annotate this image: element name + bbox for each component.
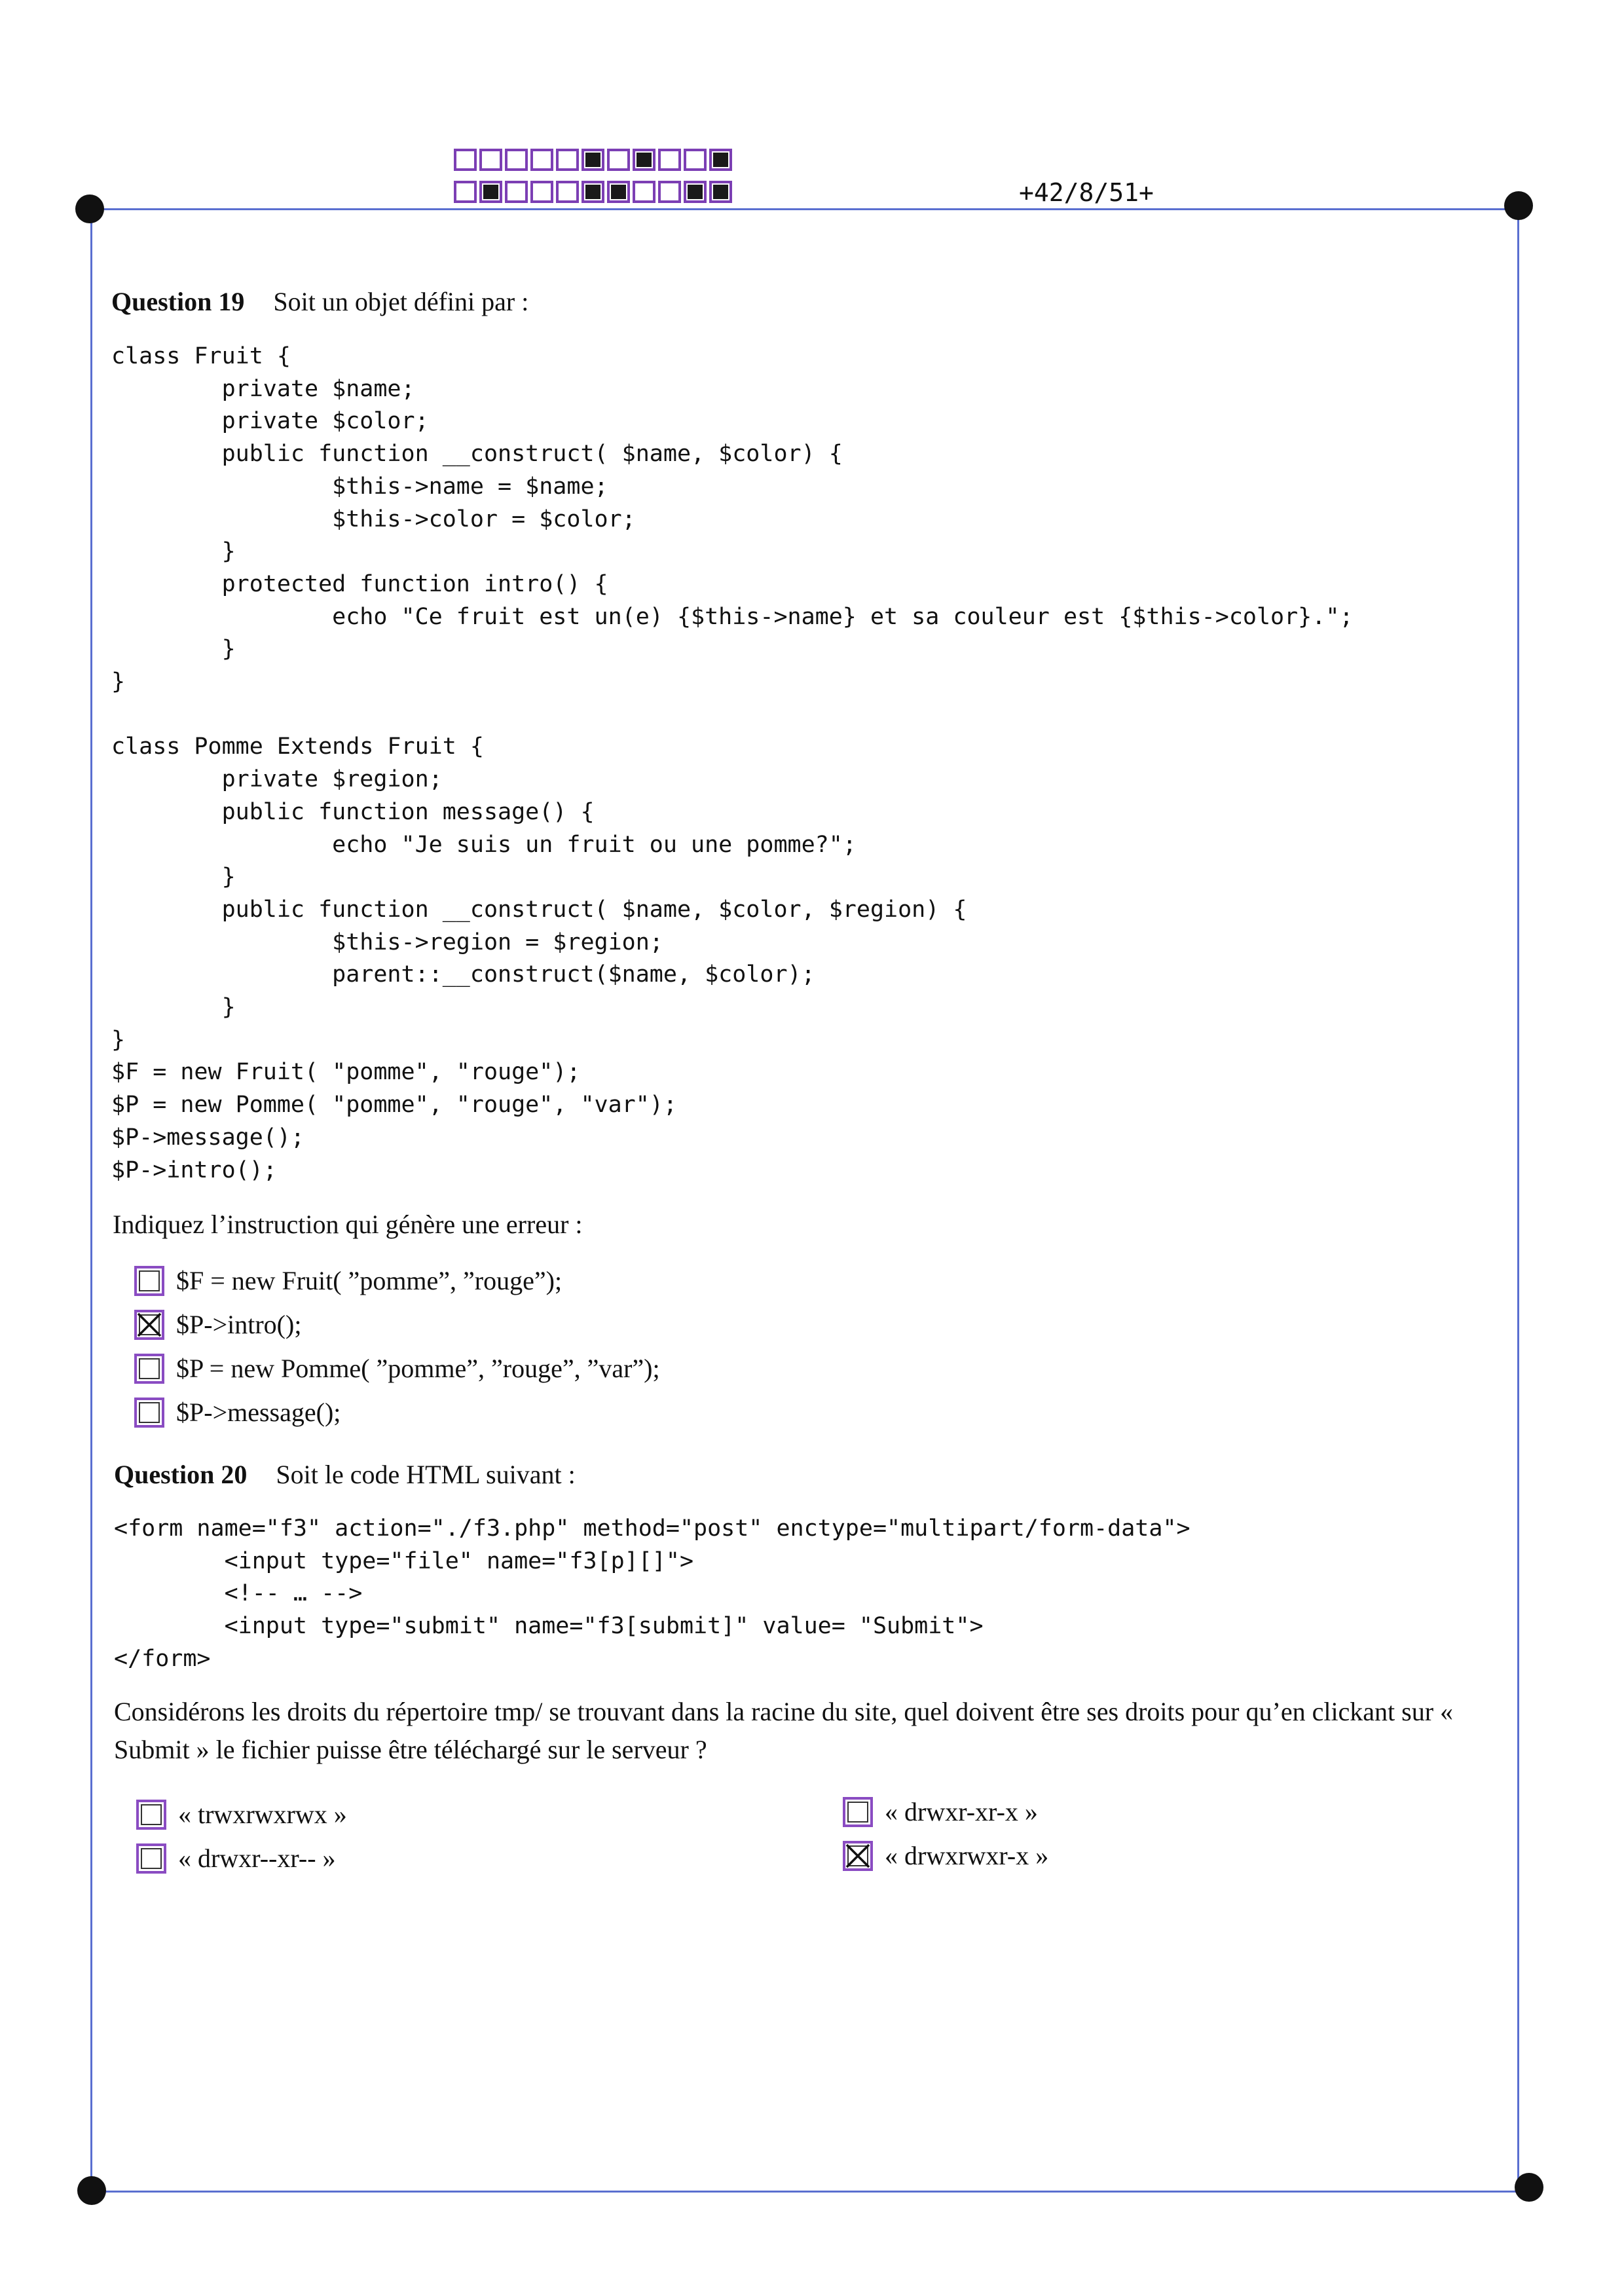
- cross-mark-icon: [137, 1312, 162, 1337]
- checkbox-empty[interactable]: [136, 1843, 166, 1874]
- answer-option-label: $F = new Fruit( ”pomme”, ”rouge”);: [176, 1266, 563, 1295]
- corner-marker-bottom-left: [77, 2176, 106, 2205]
- answer-option-label: $P = new Pomme( ”pomme”, ”rouge”, ”var”);: [176, 1354, 660, 1383]
- barcode-cell-fill: [688, 185, 703, 199]
- checkbox-empty[interactable]: [134, 1354, 164, 1384]
- answer-option[interactable]: [134, 1303, 660, 1346]
- barcode-cell-fill: [585, 185, 600, 199]
- barcode-cell: [684, 149, 707, 171]
- answer-option-label: $P->message();: [176, 1398, 341, 1427]
- page-id-code: +42/8/51+: [1019, 178, 1154, 207]
- barcode-cell: [709, 181, 732, 203]
- barcode-row-2: [454, 181, 735, 203]
- barcode-cell: [709, 149, 732, 171]
- question-19-options: [134, 1259, 660, 1434]
- answer-option[interactable]: [136, 1792, 347, 1836]
- answer-option[interactable]: [134, 1259, 660, 1303]
- frame-top-line: [90, 208, 1519, 210]
- barcode-cell: [530, 181, 553, 203]
- cross-mark-icon: [845, 1843, 870, 1868]
- barcode-cell-fill: [637, 153, 652, 167]
- barcode-cell: [454, 181, 477, 203]
- checkbox-empty[interactable]: [136, 1800, 166, 1830]
- barcode-cell: [479, 181, 502, 203]
- barcode-cell: [684, 181, 707, 203]
- answer-option[interactable]: [843, 1834, 1048, 1878]
- question-number: Question 19: [111, 287, 245, 316]
- barcode-cell: [607, 149, 630, 171]
- barcode-cell: [658, 181, 681, 203]
- answer-option-label: « drwxr-xr-x »: [885, 1797, 1038, 1826]
- barcode-cell: [633, 149, 655, 171]
- php-code-block: class Fruit { private $name; private $color; public function __construct( $name, $color) { $this->name = $name; $this->color = $color; } protected function intro() { echo "Ce fruit est un(e) {$this->name} et sa couleur est {$this->color}."; } } class Pomme Extends Fruit { private $region; public function message() { echo "Je suis un fruit ou une pomme?"; } public function __construct( $name, $color, $region) { $this->region = $region; parent::__construct($name, $color); } } $F = new Fruit( "pomme", "rouge"); $P = new Pomme( "pomme", "rouge", "var"); $P->message(); $P->intro();: [111, 343, 1354, 1183]
- barcode-row-1: [454, 149, 735, 171]
- answer-option-label: $P->intro();: [176, 1310, 302, 1339]
- question-intro: Soit le code HTML suivant :: [276, 1460, 576, 1489]
- barcode-cell-fill: [713, 153, 728, 167]
- checkbox-checked[interactable]: [843, 1841, 873, 1871]
- barcode-cell: [505, 149, 528, 171]
- corner-marker-bottom-right: [1515, 2173, 1543, 2202]
- question-20-header: [114, 1459, 576, 1490]
- question-intro: Soit un objet défini par :: [273, 287, 529, 316]
- corner-marker-top-right: [1504, 191, 1533, 220]
- html-code-block: <form name="f3" action="./f3.php" method="post" enctype="multipart/form-data"> <input type="file" name="f3[p][]"> <!-- … --> <input type="submit" name="f3[submit]" value= "Submit"> </form>: [114, 1515, 1190, 1672]
- barcode-cell: [607, 181, 630, 203]
- question-20-paragraph: Considérons les droits du répertoire tmp/ se trouvant dans la racine du site, quel doivent être ses droits pour qu’en clickant sur « Submit » le fichier puisse être téléchargé sur le serveur ?: [114, 1697, 1454, 1764]
- barcode-cell: [658, 149, 681, 171]
- barcode-cell: [556, 181, 579, 203]
- barcode-cell-fill: [713, 185, 728, 199]
- answer-option[interactable]: [134, 1390, 660, 1434]
- answer-option[interactable]: [136, 1836, 347, 1880]
- checkbox-empty[interactable]: [843, 1797, 873, 1827]
- barcode-cell: [505, 181, 528, 203]
- question-number: Question 20: [114, 1460, 248, 1489]
- checkbox-checked[interactable]: [134, 1310, 164, 1340]
- answer-option-label: « drwxrwxr-x »: [885, 1841, 1049, 1870]
- barcode-cell: [454, 149, 477, 171]
- barcode-cell: [530, 149, 553, 171]
- barcode-cell-fill: [585, 153, 600, 167]
- frame-right-line: [1517, 207, 1519, 2193]
- frame-bottom-line: [90, 2191, 1531, 2193]
- barcode-cell: [633, 181, 655, 203]
- answer-option[interactable]: [134, 1346, 660, 1390]
- checkbox-empty[interactable]: [134, 1266, 164, 1296]
- answer-option[interactable]: [843, 1790, 1048, 1834]
- answer-option-label: « drwxr--xr-- »: [178, 1843, 336, 1873]
- barcode-cell: [479, 149, 502, 171]
- answer-option-label: « trwxrwxrwx »: [178, 1800, 347, 1829]
- question-20-options-left: [136, 1792, 347, 1880]
- question-19-header: [111, 286, 528, 317]
- barcode-cell: [556, 149, 579, 171]
- checkbox-empty[interactable]: [134, 1398, 164, 1428]
- barcode-cell-fill: [483, 185, 498, 199]
- barcode-cell: [581, 181, 604, 203]
- frame-left-line: [90, 210, 92, 2193]
- corner-marker-top-left: [75, 194, 104, 223]
- question-20-options-right: [843, 1790, 1048, 1878]
- barcode-cell: [581, 149, 604, 171]
- question-19-prompt: Indiquez l’instruction qui génère une erreur :: [113, 1210, 583, 1239]
- barcode-cell-fill: [611, 185, 626, 199]
